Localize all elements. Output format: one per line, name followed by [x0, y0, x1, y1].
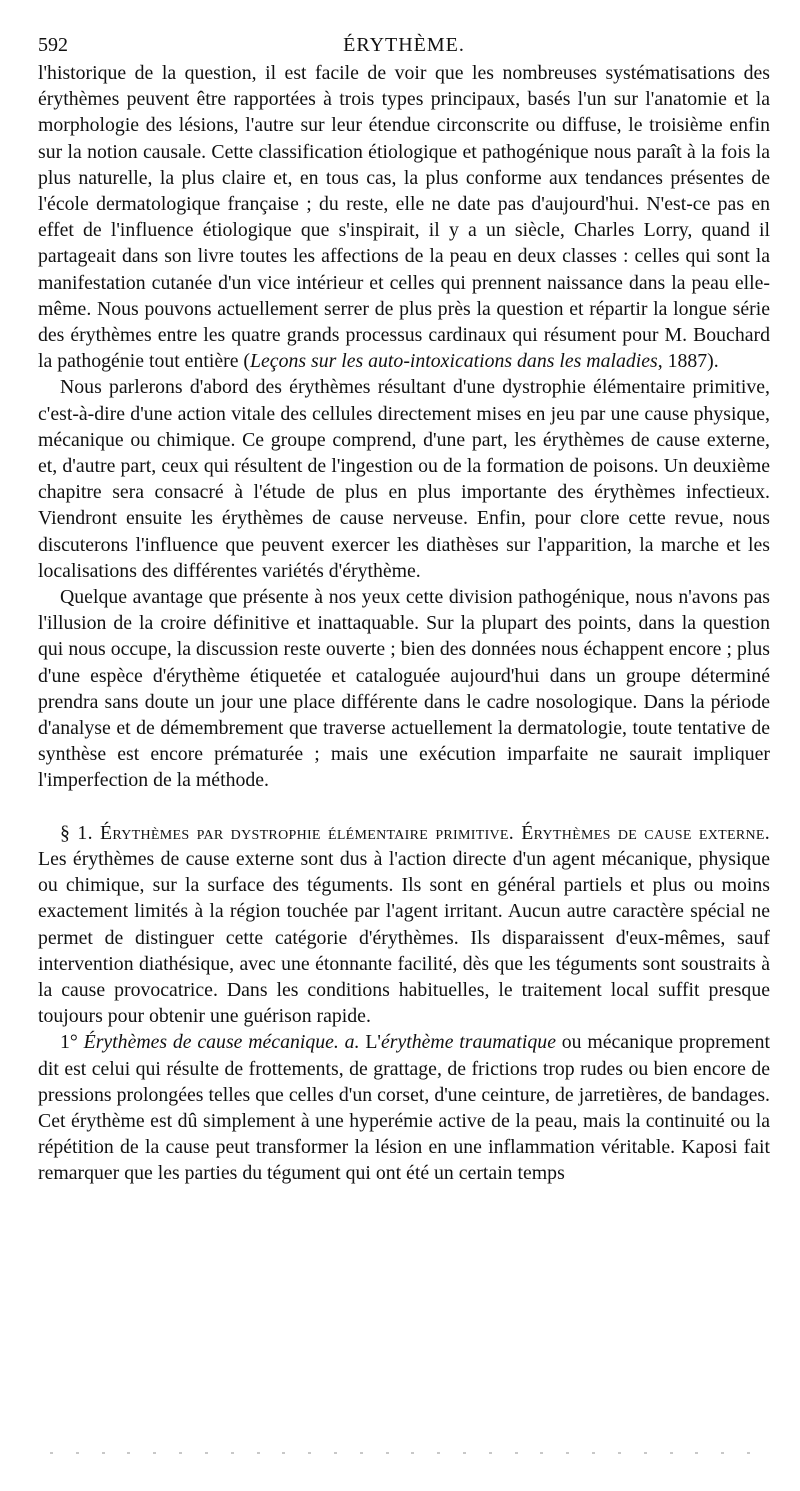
scan-mark	[411, 1452, 414, 1454]
section-gap	[38, 794, 770, 820]
scan-mark	[618, 1452, 621, 1454]
scan-mark	[670, 1452, 673, 1454]
paragraph-2: Nous parlerons d'abord des érythèmes résultant d'une dystrophie élémentaire primitive, c'est-à-dire d'une action vitale des cellules directement mises en jeu par une cause physique, mécanique ou chimique. Ce groupe comprend, d'une part, les érythèmes de cause externe, et, d'autre part, ceux qui résultent de l'ingestion ou de la formation de poisons. Un deuxième chapitre sera consacré à l'étude de plus en plus importante des érythèmes infectieux. Viendront ensuite les érythèmes de cause nerveuse. Enfin, pour clore cette revue, nous discuterons l'influence que peuvent exercer les diathèses sur l'apparition, la marche et les localisations des différentes variétés d'érythème.	[38, 376, 770, 582]
paragraph-4	[38, 820, 770, 1030]
scan-mark	[308, 1452, 311, 1454]
scan-mark	[437, 1452, 440, 1454]
subsection-number: 1°	[60, 1031, 78, 1054]
scan-mark	[127, 1452, 130, 1454]
paragraph-4-text: Les érythèmes de cause externe sont dus à l'action directe d'un agent mécanique, physique ou chimique, sur la surface des téguments. Ils sont en général partiels et plus ou moins exactement limités à la région touchée par l'agent irritant. Aucun autre caractère spécial ne permet de distinguer cette catégorie d'érythèmes. Ils disparaissent d'eux-mêmes, sauf intervention diathésique, avec une étonnante facilité, dès que les téguments sont soustraits à la cause provocatrice. Dans les conditions habituelles, le traitement local suffit presque toujours pour obtenir une guérison rapide.	[38, 847, 770, 1028]
scan-mark	[695, 1452, 698, 1454]
scan-mark	[644, 1452, 647, 1454]
scan-mark	[540, 1452, 543, 1454]
scan-mark	[257, 1452, 260, 1454]
subsection-letter: a.	[344, 1031, 360, 1054]
scan-mark	[747, 1452, 750, 1454]
scan-mark	[76, 1452, 79, 1454]
scan-mark	[721, 1452, 724, 1454]
paragraph-5	[38, 1029, 770, 1186]
scan-mark	[282, 1452, 285, 1454]
scan-mark	[463, 1452, 466, 1454]
paragraph-1	[38, 60, 770, 374]
scan-mark	[179, 1452, 182, 1454]
section-heading: § 1. Érythèmes par dystrophie élémentaire primitive. Érythèmes de cause externe.	[60, 821, 770, 844]
term-article: L'	[365, 1031, 381, 1054]
page-number: 592	[38, 34, 68, 56]
scan-mark	[102, 1452, 105, 1454]
paragraph-3: Quelque avantage que présente à nos yeux cette division pathogénique, nous n'avons pas l'illusion de la croire définitive et inattaquable. Sur la plupart des points, dans la question qui nous occupe, la discussion reste ouverte ; bien des données nous échappent encore ; plus d'une espèce d'érythème étiquetée et cataloguée aujourd'hui dans un groupe déterminé prendra sans doute un jour une place différente dans le cadre nosologique. Dans la période d'analyse et de démembrement que traverse actuellement la dermatologie, toute tentative de synthèse est encore prématurée ; mais une exécution imparfaite ne saurait impliquer l'imperfection de la méthode.	[38, 586, 770, 792]
subsection-heading: Érythèmes de cause mécanique.	[83, 1031, 339, 1054]
footer-scan-marks	[50, 1452, 750, 1458]
scan-mark	[231, 1452, 234, 1454]
scan-mark	[592, 1452, 595, 1454]
scan-mark	[515, 1452, 518, 1454]
scan-mark	[566, 1452, 569, 1454]
scan-mark	[205, 1452, 208, 1454]
scan-mark	[489, 1452, 492, 1454]
paragraph-1-tail: , 1887).	[657, 350, 719, 373]
term-erytheme-traumatique: érythème traumatique	[380, 1031, 556, 1054]
page	[38, 30, 770, 1187]
body-text	[38, 60, 770, 1187]
running-title: ÉRYTHÈME.	[343, 34, 465, 56]
scan-mark	[50, 1452, 53, 1454]
scan-mark	[386, 1452, 389, 1454]
scan-mark	[334, 1452, 337, 1454]
scan-mark	[153, 1452, 156, 1454]
paragraph-5-text: ou mécanique proprement dit est celui qui résulte de frottements, de grattage, de frictions trop rudes ou bien encore de pressions prolongées telles que celles d'un corset, d'une ceinture, de jarretières, de bandages. Cet érythème est dû simplement à une hyperémie active de la peau, mais la continuité ou la répétition de la cause peut transformer la lésion en une inflammation véritable. Kaposi fait remarquer que les parties du tégument qui ont été un certain temps	[38, 1031, 771, 1185]
scan-mark	[360, 1452, 363, 1454]
book-title: Leçons sur les auto-intoxications dans les maladies	[250, 350, 658, 373]
running-head	[38, 30, 770, 60]
paragraph-1-text: l'historique de la question, il est facile de voir que les nombreuses systématisations des érythèmes peuvent être rapportées à trois types principaux, basés l'un sur l'anatomie et la morphologie des lésions, l'autre sur leur étendue circonscrite ou diffuse, le troisième enfin sur la notion causale. Cette classification étiologique et pathogénique nous paraît à la fois la plus naturelle, la plus claire et, en tous cas, la plus conforme aux tendances présentes de l'école dermatologique française ; du reste, elle ne date pas d'aujourd'hui. N'est-ce pas en effet de l'influence étiologique que s'inspirait, il y a un siècle, Charles Lorry, quand il partageait dans son livre toutes les affections de la peau en deux classes : celles qui sont la manifestation cutanée d'un vice intérieur et celles qui prennent naissance dans la peau elle-même. Nous pouvons actuellement serrer de plus près la question et répartir la longue série des érythèmes entre les quatre grands processus cardinaux qui résument pour M. Bouchard la pathogénie tout entière (	[38, 62, 770, 373]
